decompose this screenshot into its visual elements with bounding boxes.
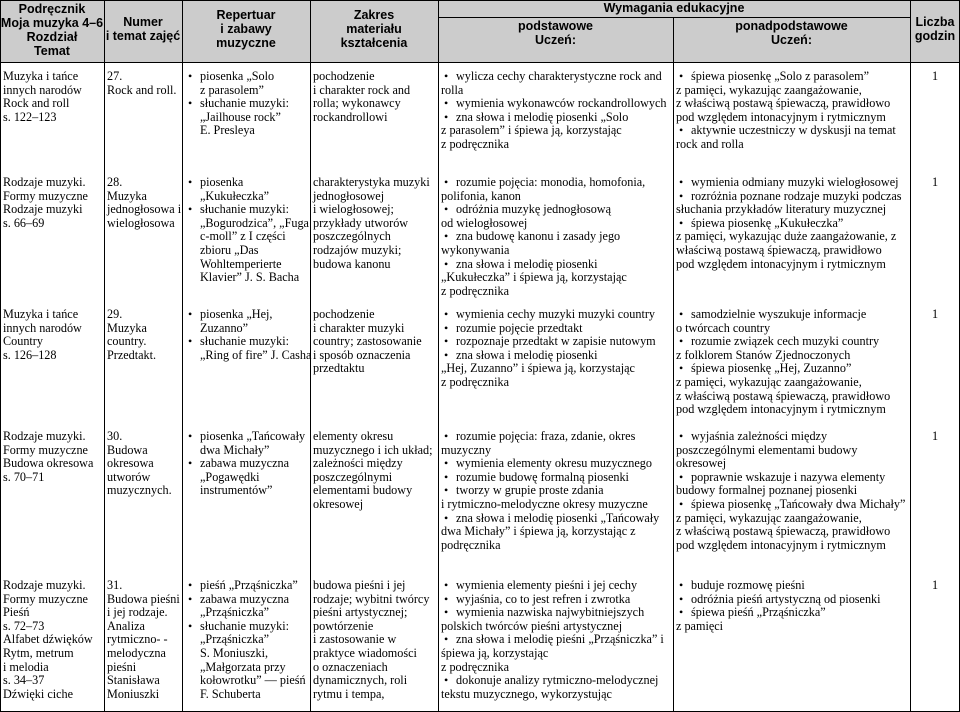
text-line: Budowa (107, 442, 148, 457)
text-line: z właściwą postawą śpiewaczą, prawidłowo (676, 96, 891, 111)
bullet-line: • zna słowa i melodię piosenki (441, 349, 672, 363)
bullet-line: • śpiewa piosenkę „Solo z parasolem” (676, 70, 909, 84)
text-line: i rytmiczno-melodyczne okresy muzyczne (441, 496, 648, 511)
text-line: Analiza (107, 618, 145, 633)
text-line: Muzyka i tańce (3, 69, 79, 83)
bullet-line: • rozumie związek cech muzyki country (676, 335, 909, 349)
repertoire-cell (185, 579, 309, 701)
text-line: zależności między (313, 456, 403, 471)
header-hours: Liczba godzin (914, 15, 956, 43)
bullet-line: • rozróżnia poznane rodzaje muzyki podczas (676, 190, 909, 204)
bullet-line: • pieśń „Prząśniczka” (185, 579, 309, 593)
text-line: „Jailhouse rock” (200, 109, 281, 124)
repertoire-cell (185, 70, 309, 138)
text-line: instrumentów” (200, 483, 273, 498)
text-line: pod względem intonacyjnym i rytmicznym (676, 537, 886, 552)
text-line: Wohltemperierte (200, 256, 282, 271)
bullet-line: • słuchanie muzyki: (185, 97, 309, 111)
bullet-line: • wymienia elementy pieśni i jej cechy (441, 579, 672, 593)
text-line: i sposób oznaczenia (313, 347, 411, 362)
text-line: przedtaktu (313, 361, 365, 376)
text-line: okresowej (313, 496, 364, 511)
text-line: Muzyka (107, 188, 147, 203)
text-line: z podręcznika (441, 659, 510, 674)
basic-req-cell (441, 430, 672, 552)
text-line: budowa kanonu (313, 256, 391, 271)
text-line: s. 122–123 (3, 109, 57, 124)
text-line: pod względem intonacyjnym i rytmicznym (676, 256, 886, 271)
header-lesson: Numer i temat zajęć (105, 15, 181, 43)
bullet-line: • aktywnie uczestniczy w dyskusji na temat (676, 124, 909, 138)
advanced-req-cell (676, 70, 909, 152)
text-line: Budowa okresowa (3, 456, 94, 471)
header-basic: podstawowe Uczeń: (517, 19, 593, 47)
text-line: Przedtakt. (107, 347, 157, 362)
text-line: „Kukułeczka” (200, 188, 270, 203)
text-line: s. 34–37 (3, 673, 45, 688)
bullet-line: • wyjaśnia, co to jest refren i zwrotka (441, 593, 672, 607)
text-line: c-moll” z I części (200, 229, 286, 244)
text-line: i melodia (3, 659, 49, 674)
text-line: s. 70–71 (3, 469, 45, 484)
scope-cell (313, 430, 437, 512)
bullet-line: • wymienia elementy okresu muzycznego (441, 457, 672, 471)
text-line: Rodzaje muzyki (3, 202, 83, 217)
text-line: przykłady utworów (313, 215, 409, 230)
text-line: z pamięci, wykazując zaangażowanie, (676, 82, 862, 97)
text-line: pieśni (107, 659, 137, 674)
bullet-line: • zna budowę kanonu i zasady jego (441, 230, 672, 244)
text-line: Rock and roll. (107, 82, 177, 97)
basic-req-cell (441, 176, 672, 298)
text-line: poszczególnymi (313, 469, 393, 484)
bullet-line: • odróżnia muzykę jednogłosową (441, 203, 672, 217)
text-line: „Pogawędki (200, 469, 260, 484)
text-line: z właściwą postawą śpiewaczą, prawidłowo (676, 388, 891, 403)
text-line: z podręcznika (441, 136, 510, 151)
bullet-line: • śpiewa pieśń „Prząśniczka” (676, 606, 909, 620)
text-line: z właściwą postawą śpiewaczą, prawidłowo (676, 524, 891, 539)
text-line: z parasolem” i śpiewa ją, korzystając (441, 123, 622, 138)
text-line: Formy muzyczne (3, 188, 88, 203)
text-line: Rock and roll (3, 96, 70, 111)
hours-cell: 1 (931, 69, 939, 83)
text-line: s. 72–73 (3, 618, 45, 633)
lesson-cell (107, 430, 181, 498)
text-line: Muzyka (107, 320, 147, 335)
scope-cell (313, 70, 437, 124)
text-line: z pamięci, wykazując zaangażowanie, (676, 374, 862, 389)
bullet-line: • wylicza cechy charakterystyczne rock and (441, 70, 672, 84)
text-line: Rodzaje muzyki. (3, 578, 86, 592)
text-line: i charakter rock and (313, 82, 411, 97)
lesson-cell (107, 308, 181, 362)
text-line: Alfabet dźwięków (3, 632, 93, 647)
text-line: budowa pieśni i jej (313, 578, 406, 592)
bullet-line: • rozumie pojęcia: monodia, homofonia, (441, 176, 672, 190)
text-line: rodzaje; wybitni twórcy (313, 591, 430, 606)
bullet-line: • piosenka „Hej, (185, 308, 309, 322)
text-line: dwa Michały” (200, 442, 270, 457)
bullet-line: • rozpoznaje przedtakt w zapisie nutowym (441, 335, 672, 349)
bullet-line: • słuchanie muzyki: (185, 620, 309, 634)
text-line: wielogłosowa (107, 215, 175, 230)
text-line: jednogłosowa i (107, 202, 182, 217)
header-scope: Zakres materiału kształcenia (340, 8, 408, 50)
text-line: polskich twórców pieśni artystycznej (441, 618, 623, 633)
text-line: rockandrollowi (313, 109, 388, 124)
repertoire-cell (185, 176, 309, 285)
text-line: z pamięci (676, 618, 724, 633)
text-line: Formy muzyczne (3, 442, 88, 457)
bullet-line: • samodzielnie wyszukuje informacje (676, 308, 909, 322)
text-line: Budowa pieśni (107, 591, 180, 606)
text-line: 29. (107, 307, 123, 321)
text-line: „Kukułeczka” i śpiewa ją, korzystając (441, 270, 627, 285)
advanced-req-cell (676, 176, 909, 271)
text-line: Stanisława (107, 673, 160, 688)
text-line: z parasolem” (200, 82, 264, 97)
bullet-line: • wyjaśnia zależności między (676, 430, 909, 444)
text-line: Moniuszki (107, 686, 160, 701)
text-line: melodyczna (107, 645, 166, 660)
text-line: pieśni artystycznej; (313, 605, 408, 620)
text-line: 28. (107, 175, 123, 189)
text-line: pod względem intonacyjnym i rytmicznym (676, 109, 886, 124)
lesson-cell (107, 579, 181, 701)
advanced-req-cell (676, 430, 909, 552)
bullet-line: • słuchanie muzyki: (185, 203, 309, 217)
header-advanced: ponadpodstawowe Uczeń: (735, 19, 848, 47)
text-line: z pamięci, wykazując duże zaangażowanie, z (676, 229, 897, 244)
text-line: „Prząśniczka” (200, 632, 270, 647)
text-line: s. 66–69 (3, 215, 45, 230)
bullet-line: • zabawa muzyczna (185, 457, 309, 471)
text-line: elementami budowy (313, 483, 413, 498)
text-line: z pamięci, wykazując zaangażowanie, (676, 510, 862, 525)
text-line: pochodzenie (313, 69, 375, 83)
hours-cell: 1 (931, 578, 939, 592)
bullet-line: • dokonuje analizy rytmiczno-melodycznej (441, 674, 672, 688)
text-line: utworów (107, 469, 151, 484)
bullet-line: • poprawnie wskazuje i nazywa elementy (676, 471, 909, 485)
book-topic-cell (3, 579, 103, 701)
bullet-line: • zna słowa i melodię piosenki „Solo (441, 111, 672, 125)
text-line: słuchania przykładów literatury muzycznej (676, 202, 887, 217)
text-line: rolla; wykonawcy (313, 96, 401, 111)
text-line: dwa Michały” i śpiewa ją, korzystając z (441, 524, 636, 539)
text-line: tekstu muzycznego, wykorzystując (441, 686, 612, 701)
text-line: F. Schuberta (200, 686, 261, 701)
text-line: rytmiczno- - (107, 632, 168, 647)
text-line: Zuzanno” (200, 320, 249, 335)
text-line: „Małgorzata przy (200, 659, 286, 674)
bullet-line: • śpiewa piosenkę „Kukułeczka” (676, 217, 909, 231)
text-line: powtórzenie (313, 618, 374, 633)
text-line: zbioru „Das (200, 242, 259, 257)
book-topic-cell (3, 430, 103, 484)
text-line: i charakter muzyki (313, 320, 405, 335)
text-line: innych narodów (3, 320, 82, 335)
repertoire-cell (185, 307, 312, 362)
text-line: okresowej (676, 456, 727, 471)
bullet-line: • wymienia odmiany muzyki wielogłosowej (676, 176, 909, 190)
text-line: Rodzaje muzyki. (3, 175, 86, 189)
text-line: Dźwięki ciche (3, 686, 74, 701)
bullet-line: • rozumie pojęcia: fraza, zdanie, okres (441, 430, 672, 444)
text-line: dynamicznych, roli (313, 673, 408, 688)
text-line: śpiewa ją, korzystając (441, 645, 549, 660)
text-line: 27. (107, 69, 123, 83)
bullet-line: • zabawa muzyczna (185, 593, 309, 607)
book-topic-cell (3, 308, 103, 362)
basic-req-cell (441, 579, 672, 701)
header-requirements: Wymagania edukacyjne (603, 1, 745, 15)
text-line: 31. (107, 578, 123, 592)
bullet-line: • słuchanie muzyki: (185, 335, 309, 349)
text-line: o oznaczeniach (313, 659, 388, 674)
text-line: i zastosowanie w (313, 632, 397, 647)
text-line: rytmu i tempa, (313, 686, 385, 701)
text-line: „Prząśniczka” (200, 605, 270, 620)
bullet-line: • zna słowa i melodię piosenki (441, 258, 672, 272)
text-line: właściwą postawą śpiewaczą, prawidłowo (676, 242, 882, 257)
text-line: muzycznego i ich układ; (313, 442, 433, 457)
text-line: poszczególnymi elementami budowy (676, 442, 858, 457)
scope-cell (313, 176, 437, 271)
basic-req-cell (441, 70, 672, 152)
lesson-cell (107, 70, 181, 97)
bullet-line: • śpiewa piosenkę „Hej, Zuzanno” (676, 362, 909, 376)
text-line: Pieśń (3, 605, 30, 620)
repertoire-cell (185, 430, 309, 498)
bullet-line: • wymienia nazwiska najwybitniejszych (441, 606, 672, 620)
hours-cell: 1 (931, 175, 939, 189)
basic-req-cell (441, 308, 672, 390)
bullet-line: • buduje rozmowę pieśni (676, 579, 909, 593)
text-line: muzyczny (441, 442, 492, 457)
text-line: E. Presleya (200, 123, 255, 138)
bullet-line: • piosenka „Tańcowały (185, 430, 309, 444)
book-topic-cell (3, 176, 103, 230)
bullet-line: • piosenka „Solo (185, 70, 309, 84)
scope-cell (313, 308, 437, 376)
text-line: Muzyka i tańce (3, 307, 79, 321)
text-line: kołowrotku” — pieśń (200, 673, 306, 688)
text-line: S. Moniuszki, (200, 645, 269, 660)
text-line: z folklorem Stanów Zjednoczonych (676, 347, 851, 362)
header-book-topic: Podręcznik Moja muzyka 4–6 Rozdział Temat (0, 2, 104, 58)
text-line: od wielogłosowej (441, 215, 528, 230)
bullet-line: • tworzy w grupie proste zdania (441, 484, 672, 498)
text-line: poszczególnych (313, 229, 391, 244)
advanced-req-cell (676, 308, 909, 417)
text-line: z podręcznika (441, 374, 510, 389)
text-line: wykonywania (441, 242, 510, 257)
text-line: Formy muzyczne (3, 591, 88, 606)
text-line: rodzajów muzyki; (313, 242, 402, 257)
text-line: polifonia, kanon (441, 188, 521, 203)
text-line: jednogłosowej (313, 188, 385, 203)
bullet-line: • zna słowa i melodię piosenki „Tańcowały (441, 512, 672, 526)
text-line: Country (3, 334, 43, 349)
text-line: „Ring of fire” J. Casha (200, 347, 312, 362)
text-line: charakterystyka muzyki (313, 175, 430, 189)
text-line: okresowa (107, 456, 154, 471)
bullet-line: • piosenka (185, 176, 309, 190)
bullet-line: • śpiewa piosenkę „Tańcowały dwa Michały” (676, 498, 909, 512)
text-line: rock and rolla (676, 136, 744, 151)
text-line: country; zastosowanie (313, 334, 422, 349)
lesson-cell (107, 176, 181, 230)
bullet-line: • zna słowa i melodię pieśni „Prząśniczka” i (441, 633, 672, 647)
text-line: podręcznika (441, 537, 501, 552)
text-line: z podręcznika (441, 283, 510, 298)
text-line: Rodzaje muzyki. (3, 429, 86, 443)
book-topic-cell (3, 70, 103, 124)
text-line: budowy formalnej poznanej piosenki (676, 483, 858, 498)
text-line: rolla (441, 82, 464, 97)
advanced-req-cell (676, 579, 909, 633)
text-line: o twórcach country (676, 320, 771, 335)
bullet-line: • wymienia wykonawców rockandrollowych (441, 97, 672, 111)
text-line: innych narodów (3, 82, 82, 97)
hours-cell: 1 (931, 307, 939, 321)
text-line: i wielogłosowej; (313, 202, 394, 217)
bullet-line: • odróżnia pieśń artystyczną od piosenki (676, 593, 909, 607)
text-line: country. (107, 334, 147, 349)
text-line: muzycznych. (107, 483, 172, 498)
text-line: s. 126–128 (3, 347, 57, 362)
text-line: pod względem intonacyjnym i rytmicznym (676, 402, 886, 417)
text-line: Klavier” J. S. Bacha (200, 270, 300, 285)
bullet-line: • wymienia cechy muzyki muzyki country (441, 308, 672, 322)
text-line: 30. (107, 429, 123, 443)
header-repertoire: Repertuar i zabawy muzyczne (216, 8, 276, 50)
bullet-line: • rozumie budowę formalną piosenki (441, 471, 672, 485)
text-line: „Bogurodzica”, „Fuga (200, 215, 309, 230)
text-line: elementy okresu (313, 429, 394, 443)
text-line: i jej rodzaje. (107, 605, 168, 620)
hours-cell: 1 (931, 429, 939, 443)
text-line: praktyce wiadomości (313, 645, 417, 660)
text-line: „Hej, Zuzanno” i śpiewa ją, korzystając (441, 361, 635, 376)
text-line: pochodzenie (313, 307, 375, 321)
text-line: Rytm, metrum (3, 645, 74, 660)
bullet-line: • rozumie pojęcie przedtakt (441, 322, 672, 336)
scope-cell (313, 579, 437, 701)
